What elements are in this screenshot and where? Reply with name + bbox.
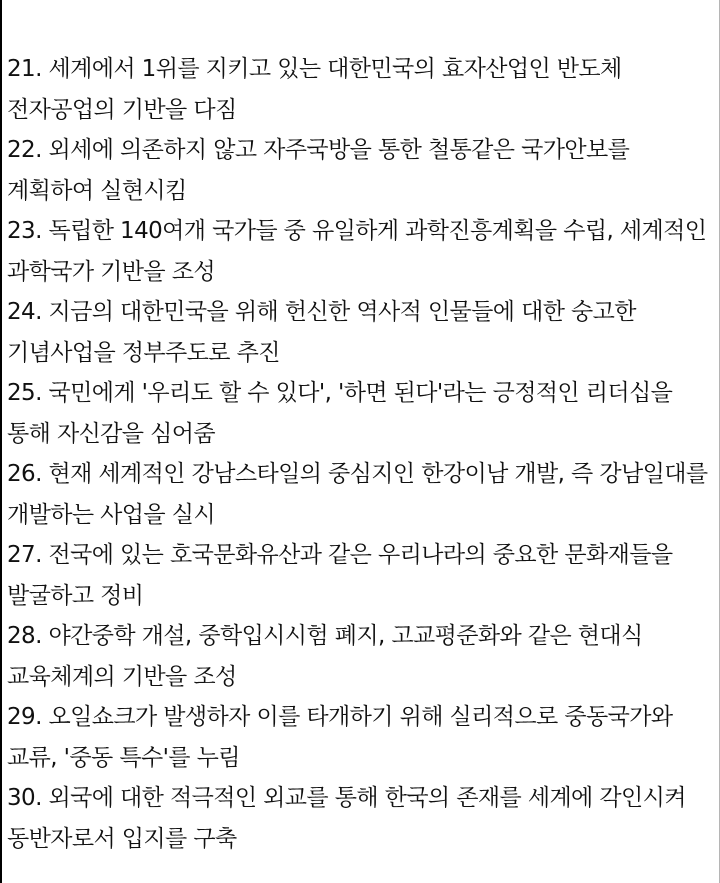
list-item-28: 28. 야간중학 개설, 중학입시시험 폐지, 고교평준화와 같은 현대식 교육체계의 기반을 조성 <box>7 623 643 690</box>
list-item-22: 22. 외세에 의존하지 않고 자주국방을 통한 철통같은 국가안보를 계획하여 실현시킴 <box>7 137 630 204</box>
list-item-30: 30. 외국에 대한 적극적인 외교를 통해 한국의 존재를 세계에 각인시켜 동반자로서 입지를 구축 <box>7 785 686 852</box>
list-item-29: 29. 오일쇼크가 발생하자 이를 타개하기 위해 실리적으로 중동국가와 교류, '중동 특수'를 누림 <box>7 704 673 771</box>
list-item-24: 24. 지금의 대한민국을 위해 헌신한 역사적 인물들에 대한 숭고한 기념사업을 정부주도로 추진 <box>7 299 636 366</box>
list-item-21: 21. 세계에서 1위를 지키고 있는 대한민국의 효자산업인 반도체 전자공업의 기반을 다짐 <box>7 56 622 123</box>
list-item-25: 25. 국민에게 '우리도 할 수 있다', '하면 된다'라는 긍정적인 리더십을 통해 자신감을 심어줌 <box>7 380 673 447</box>
achievement-list <box>7 49 715 859</box>
list-item-27: 27. 전국에 있는 호국문화유산과 같은 우리나라의 중요한 문화재들을 발굴하고 정비 <box>7 542 673 609</box>
list-item-26: 26. 현재 세계적인 강남스타일의 중심지인 한강이남 개발, 즉 강남일대를 개발하는 사업을 실시 <box>7 461 708 528</box>
list-item-23: 23. 독립한 140여개 국가들 중 유일하게 과학진흥계획을 수립, 세계적인 과학국가 기반을 조성 <box>7 218 707 285</box>
